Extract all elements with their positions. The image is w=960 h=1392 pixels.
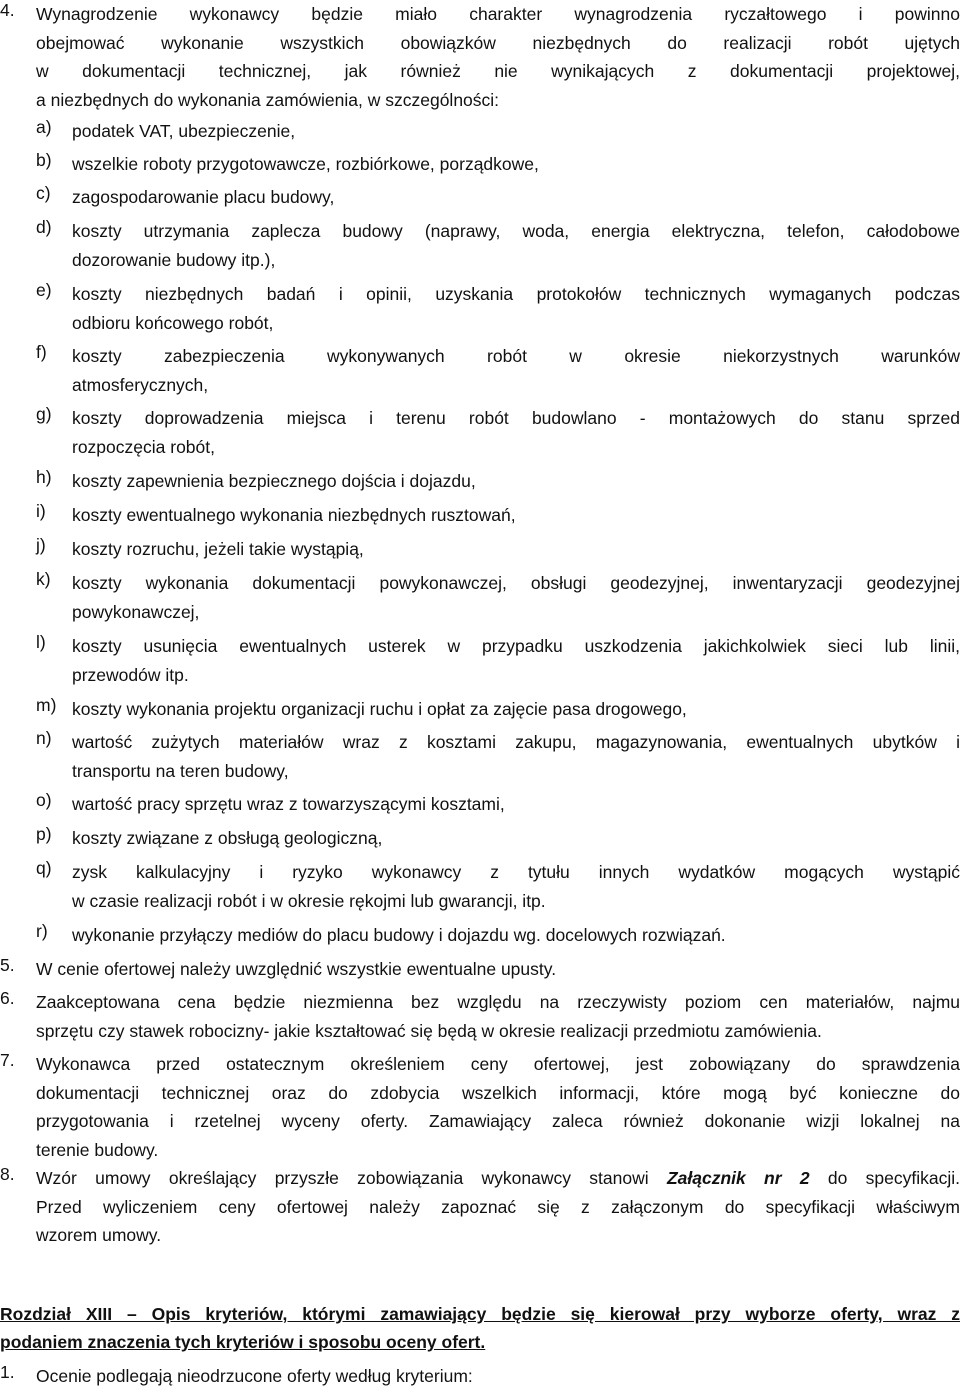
item-number: 5. [0, 955, 15, 975]
item-text-line: Wykonawca przed ostatecznym określeniem ceny ofertowej, jest zobowiązany do sprawdzenia [36, 1054, 960, 1074]
sub-text-line: przewodów itp. [72, 664, 189, 685]
sub-item-r [36, 921, 960, 950]
item-text-line: Zaakceptowana cena będzie niezmienna bez względu na rzeczywisty poziom cen materiałów, najmu [36, 992, 960, 1012]
sub-text-line: koszty utrzymania zaplecza budowy (naprawy, woda, energia elektryczna, telefon, całodobowe [72, 221, 960, 241]
sub-letter: q) [36, 858, 52, 878]
section-heading-line: podaniem znaczenia tych kryteriów i sposobu oceny ofert. [0, 1332, 486, 1352]
sub-item-f [36, 342, 960, 399]
sub-item-a [36, 117, 960, 146]
item-number: 6. [0, 988, 15, 1008]
list-item-5 [0, 955, 960, 984]
sub-item-k [36, 569, 960, 626]
sub-item-m [36, 695, 960, 724]
item-text-line: dokumentacji technicznej oraz do zdobycia wszelkich informacji, które mogą być konieczne do [36, 1082, 960, 1103]
sub-text-line: dozorowanie budowy itp.), [72, 249, 276, 270]
sub-text-line: koszty zabezpieczenia wykonywanych robót w okresie niekorzystnych warunków [72, 346, 960, 366]
sub-text-line: zysk kalkulacyjny i ryzyko wykonawcy z tytułu innych wydatków mogących wystąpić [72, 862, 960, 882]
item-text-line: wzorem umowy. [36, 1225, 162, 1246]
item-text [36, 0, 960, 114]
item-text-segment: Wzór umowy określający przyszłe zobowiązania wykonawcy stanowi [36, 1168, 667, 1188]
sub-item-o [36, 790, 960, 819]
sub-letter: n) [36, 728, 52, 748]
sub-letter: o) [36, 790, 52, 810]
sub-text-line: koszty związane z obsługą geologiczną, [72, 828, 383, 848]
sub-text-line: powykonawczej, [72, 601, 200, 622]
sub-letter: f) [36, 342, 47, 362]
sub-text-line: wszelkie roboty przygotowawcze, rozbiórkowe, porządkowe, [72, 154, 539, 174]
sub-text-line: w czasie realizacji robót i w okresie rękojmi lub gwarancji, itp. [72, 890, 546, 911]
sub-letter: b) [36, 150, 52, 170]
item-text-line: obejmować wykonanie wszystkich obowiązków niezbędnych do realizacji robót ujętych [36, 32, 960, 53]
sub-text-line: zagospodarowanie placu budowy, [72, 187, 335, 207]
section-heading [0, 1300, 960, 1356]
sub-text-line: koszty wykonania projektu organizacji ruchu i opłat za zajęcie pasa drogowego, [72, 699, 687, 719]
item-text-segment: do specyfikacji. [809, 1168, 960, 1188]
sub-letter: g) [36, 404, 52, 424]
item-text-line: a niezbędnych do wykonania zamówienia, w szczególności: [36, 89, 500, 110]
sub-text-line: rozpoczęcia robót, [72, 436, 215, 457]
item-text-line: w dokumentacji technicznej, jak również nie wynikających z dokumentacji projektowej, [36, 61, 960, 82]
sub-letter: c) [36, 183, 51, 203]
item-text-line: Przed wyliczeniem ceny ofertowej należy zapoznać się z załączonym do specyfikacji właściwym [36, 1196, 960, 1217]
sub-item-l [36, 632, 960, 689]
sub-item-q [36, 858, 960, 915]
sub-text-line: odbioru końcowego robót, [72, 312, 274, 333]
sub-text-line: koszty doprowadzenia miejsca i terenu robót budowlano - montażowych do stanu sprzed [72, 408, 960, 428]
sub-letter: k) [36, 569, 51, 589]
sub-letter: m) [36, 695, 57, 715]
sub-text-line: wartość zużytych materiałów wraz z kosztami zakupu, magazynowania, ewentualnych ubytków i [72, 732, 960, 752]
section-heading-line: Rozdział XIII – Opis kryteriów, którymi zamawiający będzie się kierował przy wyborze oferty, wraz z [0, 1304, 960, 1324]
item-number: 7. [0, 1050, 15, 1070]
item-text-line [36, 1164, 960, 1193]
sub-text-line: wykonanie przyłączy mediów do placu budowy i dojazdu wg. docelowych rozwiązań. [72, 925, 726, 945]
sub-item-j [36, 535, 960, 564]
item-number: 1. [0, 1362, 15, 1382]
sub-letter: j) [36, 535, 46, 555]
sub-letter: e) [36, 280, 52, 300]
sub-item-g [36, 404, 960, 461]
item-text-line: Ocenie podlegają nieodrzucone oferty według kryterium: [36, 1366, 473, 1386]
list-item-4 [0, 0, 960, 114]
list-item-criteria [0, 1362, 960, 1391]
sub-text-line: podatek VAT, ubezpieczenie, [72, 121, 296, 141]
sub-text-line: koszty ewentualnego wykonania niezbędnych rusztowań, [72, 505, 516, 525]
sub-text-line: koszty wykonania dokumentacji powykonawczej, obsługi geodezyjnej, inwentaryzacji geodezyjnej [72, 573, 960, 593]
item-number: 4. [0, 0, 15, 20]
item-text-line: sprzętu czy stawek robocizny- jakie kształtować się będą w okresie realizacji przedmiotu zamówienia. [36, 1020, 822, 1041]
sub-text-line: atmosferycznych, [72, 374, 209, 395]
sub-text-line: koszty niezbędnych badań i opinii, uzyskania protokołów technicznych wymaganych podczas [72, 284, 960, 304]
sub-letter: r) [36, 921, 48, 941]
sub-letter: p) [36, 824, 52, 844]
sub-letter: d) [36, 217, 52, 237]
item-number: 8. [0, 1164, 15, 1184]
sub-item-p [36, 824, 960, 853]
sub-item-h [36, 467, 960, 496]
sub-letter: i) [36, 501, 46, 521]
item-text-line: przygotowania i rzetelnej wyceny oferty. Zamawiający zaleca również dokonanie wizji lokalnej na [36, 1111, 960, 1132]
item-text-line: W cenie ofertowej należy uwzględnić wszystkie ewentualne upusty. [36, 959, 557, 979]
sub-text-line: transportu na teren budowy, [72, 760, 289, 781]
list-item-6 [0, 988, 960, 1045]
sub-item-b [36, 150, 960, 179]
sub-letter: h) [36, 467, 52, 487]
sub-text-line: koszty rozruchu, jeżeli takie wystąpią, [72, 539, 364, 559]
sub-item-i [36, 501, 960, 530]
sub-item-d [36, 217, 960, 274]
attachment-reference: Załącznik nr 2 [666, 1168, 810, 1188]
list-item-7 [0, 1050, 960, 1164]
sub-letter: l) [36, 632, 46, 652]
sub-text-line: koszty usunięcia ewentualnych usterek w przypadku uszkodzenia jakichkolwiek sieci lub linii, [72, 636, 960, 656]
sub-item-c [36, 183, 960, 212]
list-item-8 [0, 1164, 960, 1250]
sub-item-e [36, 280, 960, 337]
item-text-line: terenie budowy. [36, 1139, 159, 1160]
sub-item-n [36, 728, 960, 785]
item-text-line: Wynagrodzenie wykonawcy będzie miało charakter wynagrodzenia ryczałtowego i powinno [36, 4, 960, 24]
sub-text-line: wartość pracy sprzętu wraz z towarzyszącymi kosztami, [72, 794, 505, 814]
sub-letter: a) [36, 117, 52, 137]
sub-text-line: koszty zapewnienia bezpiecznego dojścia i dojazdu, [72, 471, 476, 491]
